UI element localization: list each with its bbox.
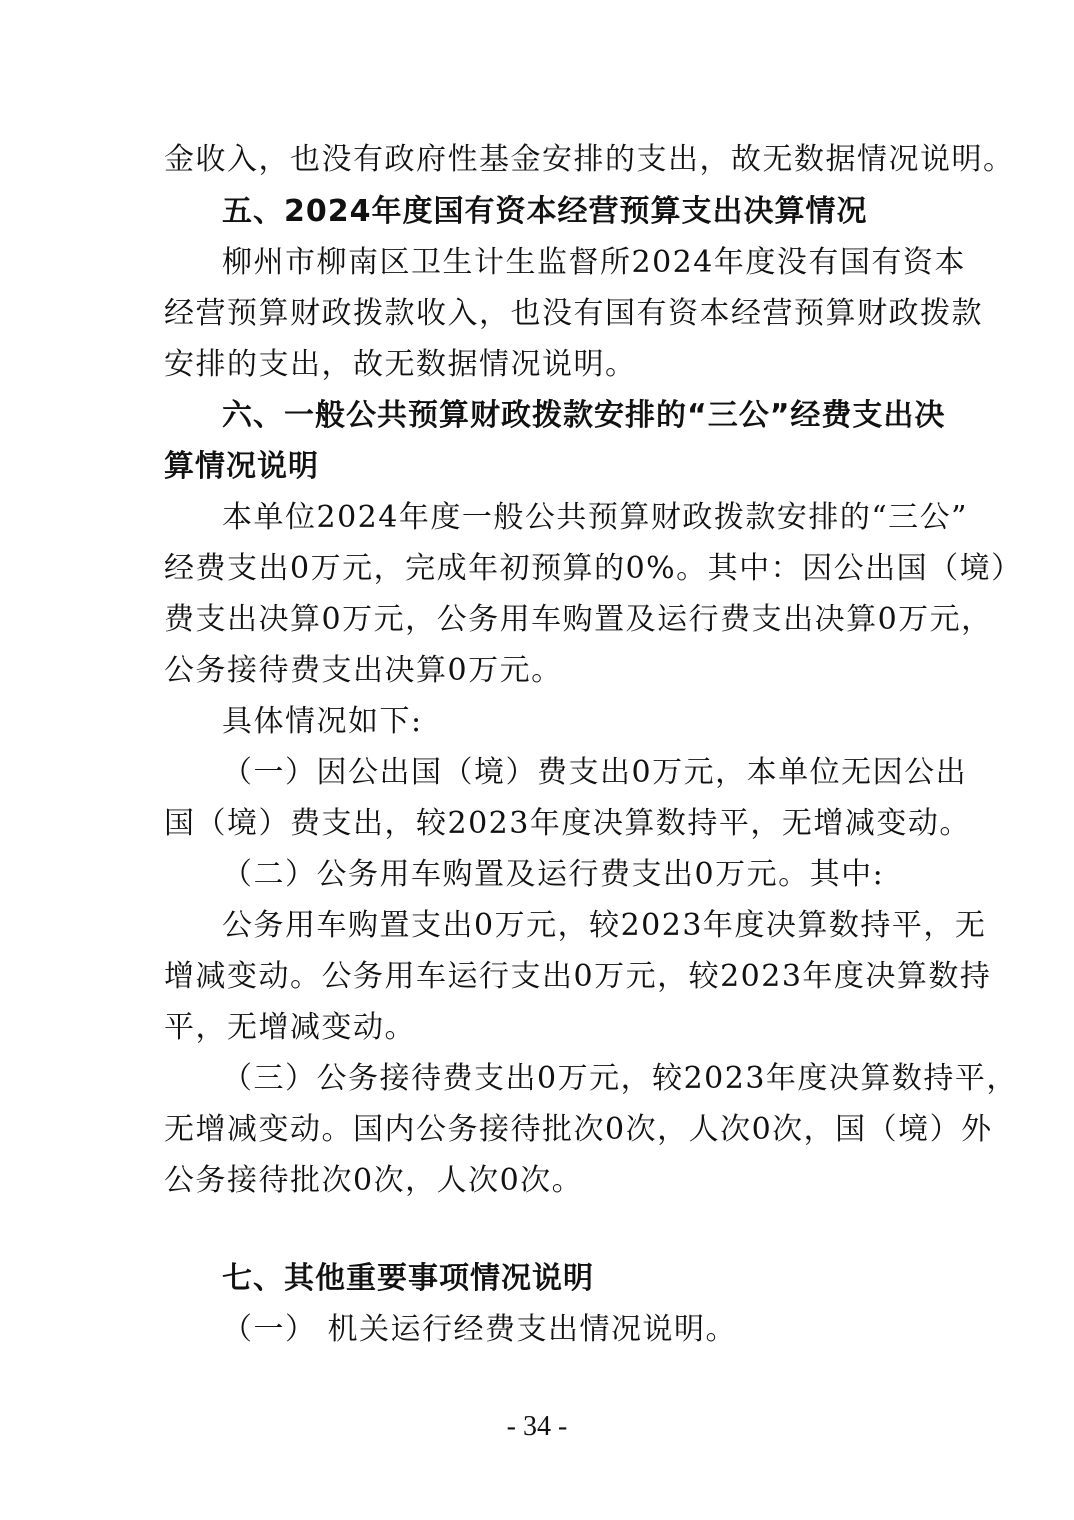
text-line: 国（境）费支出，较2023年度决算数持平，无增减变动。 (164, 806, 971, 841)
text-line: 公务接待费支出决算0万元。 (164, 653, 563, 688)
text-line: 经费支出0万元，完成年初预算的0%。其中：因公出国（境） (164, 551, 1023, 586)
text-line: 金收入，也没有政府性基金安排的支出，故无数据情况说明。 (164, 142, 1015, 177)
page-number: - 34 - (506, 1411, 568, 1442)
text-line: 无增减变动。国内公务接待批次0次，人次0次，国（境）外 (164, 1112, 993, 1147)
text-line: 安排的支出，故无数据情况说明。 (164, 347, 637, 382)
section-heading-6-cont: 算情况说明 (164, 449, 319, 484)
text-line: 平，无增减变动。 (164, 1010, 416, 1045)
text-line: 公务用车购置支出0万元，较2023年度决算数持平，无 (222, 908, 987, 943)
section-heading-6: 六、一般公共预算财政拨款安排的“三公”经费支出决 (222, 398, 946, 433)
text-line: 本单位2024年度一般公共预算财政拨款安排的“三公” (222, 500, 969, 535)
text-line: 费支出决算0万元，公务用车购置及运行费支出决算0万元， (164, 602, 993, 637)
text-line: 增减变动。公务用车运行支出0万元，较2023年度决算数持 (164, 959, 992, 994)
section-heading-5: 五、2024年度国有资本经营预算支出决算情况 (222, 194, 868, 229)
text-line: 公务接待批次0次，人次0次。 (164, 1163, 584, 1198)
section-heading-7: 七、其他重要事项情况说明 (222, 1261, 594, 1296)
text-line: （二）公务用车购置及运行费支出0万元。其中: (222, 857, 885, 892)
text-line: 具体情况如下: (222, 704, 423, 739)
text-line: 经营预算财政拨款收入，也没有国有资本经营预算财政拨款 (164, 296, 983, 331)
text-line: （一） 机关运行经费支出情况说明。 (222, 1312, 738, 1347)
text-line: （三）公务接待费支出0万元，较2023年度决算数持平， (222, 1061, 1018, 1096)
text-line: （一）因公出国（境）费支出0万元，本单位无因公出 (222, 755, 968, 790)
text-line: 柳州市柳南区卫生计生监督所2024年度没有国有资本 (222, 245, 966, 280)
